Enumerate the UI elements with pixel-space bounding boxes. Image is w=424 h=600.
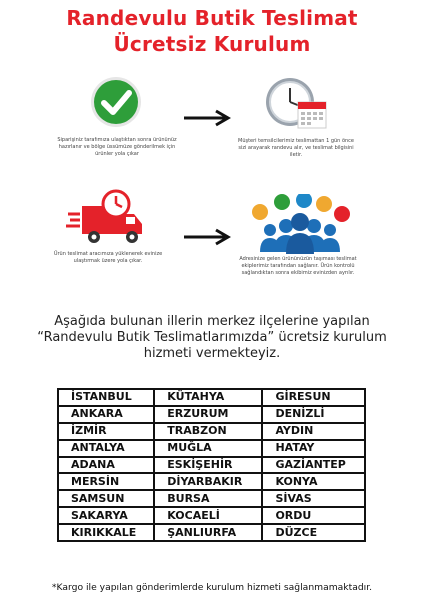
city-cell: ŞANLIURFA [154,524,262,541]
city-cell: ANTALYA [58,440,154,457]
city-cell: DÜZCE [262,524,365,541]
footnote: *Kargo ile yapılan gönderimlerde kurulum hizmeti sağlanmamaktadır. [51,582,373,593]
city-cell: TRABZON [154,423,262,440]
table-row [58,507,365,524]
step-3-text: Ürün teslimat aracımıza yüklenerek evinize ulaştırmak üzere yola çıkar. [53,251,163,264]
arrow-right-icon [183,228,231,246]
city-cell: KONYA [262,473,365,490]
city-cell: MUĞLA [154,440,262,457]
city-cell: ANKARA [58,406,154,423]
city-cell: İSTANBUL [58,389,154,406]
city-cell: KÜTAHYA [154,389,262,406]
city-table [57,388,366,542]
page-title: Randevulu Butik Teslimat [66,6,358,30]
city-cell: ORDU [262,507,365,524]
delivery-truck-icon [66,188,148,248]
step-4-text: Adresinize gelen ürününüzün taşıması teslimat ekiplerimiz tarafından sağlanır. Ürün kontrolü sağlandıktan sonra ekibimiz evinizden ayrılır. [239,256,357,276]
city-cell: HATAY [262,440,365,457]
city-cell: MERSİN [58,473,154,490]
check-icon [90,76,142,128]
city-cell: KOCAELİ [154,507,262,524]
table-row [58,473,365,490]
page-subtitle: Ücretsiz Kurulum [113,32,311,56]
city-cell: SİVAS [262,490,365,507]
city-cell: AYDIN [262,423,365,440]
step-1-text: Siparişiniz tarafımıza ulaştıktan sonra ürününüz hazırlanır ve bölge üssümüze gönderilmek için ürünler yola çıkar [57,137,177,157]
city-cell: GAZİANTEP [262,457,365,474]
table-row [58,423,365,440]
arrow-right-icon [183,109,231,127]
table-row [58,406,365,423]
clock-calendar-icon [264,76,328,132]
table-row [58,490,365,507]
info-line: hizmeti vermekteyiz. [143,346,281,361]
city-cell: BURSA [154,490,262,507]
city-cell: ERZURUM [154,406,262,423]
city-cell: İZMİR [58,423,154,440]
city-cell: ESKİŞEHİR [154,457,262,474]
city-cell: ADANA [58,457,154,474]
city-cell: SAMSUN [58,490,154,507]
city-cell: GİRESUN [262,389,365,406]
city-cell: DENİZLİ [262,406,365,423]
city-cell: SAKARYA [58,507,154,524]
table-row [58,440,365,457]
info-line: Aşağıda bulunan illerin merkez ilçelerine yapılan [54,314,370,329]
info-line: “Randevulu Butik Teslimatlarımızda” ücretsiz kurulum [37,330,387,345]
city-cell: DİYARBAKIR [154,473,262,490]
step-2-text: Müşteri temsilcilerimiz teslimattan 1 gün önce sizi arayarak randevu alır, ve teslimat bilgisini iletir. [238,138,354,158]
table-row [58,524,365,541]
table-row [58,457,365,474]
table-row [58,389,365,406]
info-paragraph [10,314,414,362]
team-feedback-icon [248,194,352,254]
city-cell: KIRIKKALE [58,524,154,541]
